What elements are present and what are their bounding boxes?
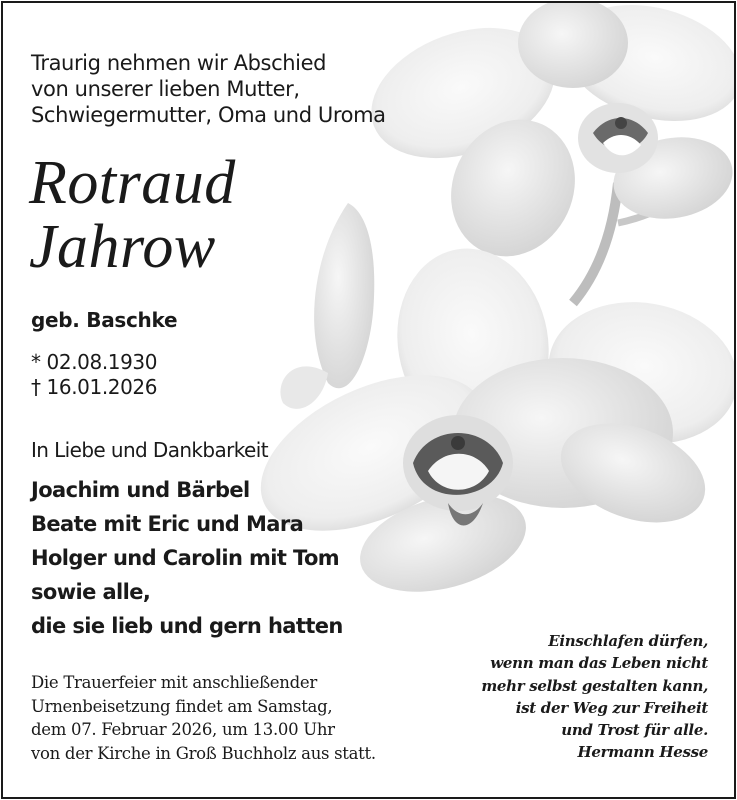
mourner-line: Beate mit Eric und Mara — [31, 512, 304, 536]
last-name: Jahrow — [29, 213, 216, 281]
first-name: Rotraud — [29, 149, 236, 217]
funeral-notice — [31, 671, 376, 765]
mourners-intro: In Liebe und Dankbarkeit — [31, 438, 268, 462]
mourner-line: Joachim und Bärbel — [31, 478, 250, 502]
intro-line: von unserer lieben Mutter, — [31, 77, 300, 101]
death-date: † 16.01.2026 — [31, 375, 158, 399]
funeral-line: von der Kirche in Groß Buchholz aus statt. — [31, 743, 376, 763]
mourner-line: Holger und Carolin mit Tom — [31, 546, 340, 570]
maiden-name: geb. Baschke — [31, 308, 178, 332]
quote-line: Einschlafen dürfen, — [548, 632, 708, 650]
mourners-list — [31, 473, 343, 643]
funeral-line: dem 07. Februar 2026, um 13.00 Uhr — [31, 720, 335, 739]
life-dates — [31, 350, 157, 400]
funeral-line: Die Trauerfeier mit anschließender — [31, 673, 317, 692]
quote-line: ist der Weg zur Freiheit — [515, 698, 708, 717]
deceased-name — [29, 151, 236, 279]
intro-text — [31, 50, 386, 128]
quote-line: wenn man das Leben nicht — [490, 654, 708, 673]
quote — [481, 630, 708, 764]
quote-line: und Trost für alle. — [561, 721, 708, 740]
quote-author: Hermann Hesse — [577, 743, 708, 762]
obituary-card — [1, 1, 736, 799]
mourner-line: sowie alle, — [31, 580, 151, 604]
birth-date: * 02.08.1930 — [31, 350, 158, 374]
quote-line: mehr selbst gestalten kann, — [481, 676, 708, 695]
intro-line: Schwiegermutter, Oma und Uroma — [31, 103, 386, 127]
mourner-line: die sie lieb und gern hatten — [31, 614, 343, 638]
intro-line: Traurig nehmen wir Abschied — [31, 51, 327, 75]
funeral-line: Urnenbeisetzung findet am Samstag, — [31, 696, 333, 716]
